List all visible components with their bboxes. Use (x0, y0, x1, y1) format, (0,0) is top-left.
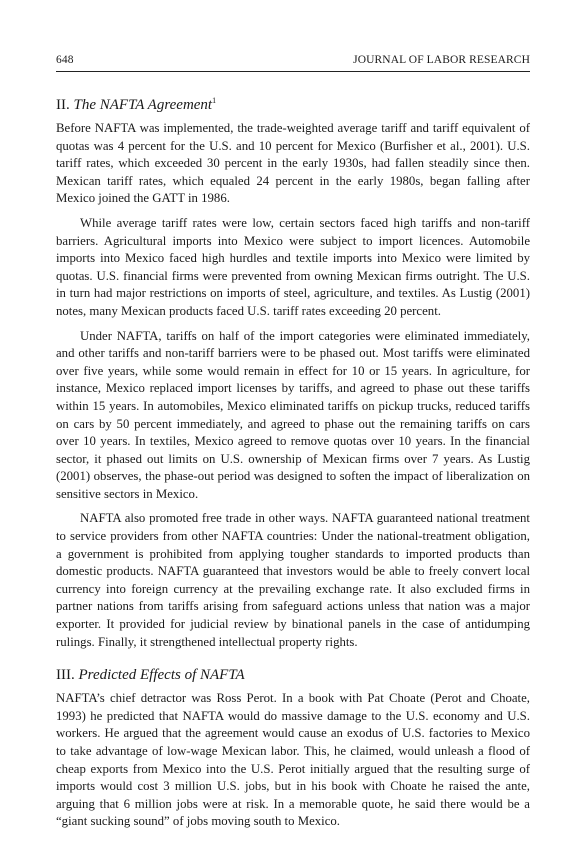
section-heading-predicted-effects (56, 667, 530, 684)
section-title: The NAFTA Agreement (73, 97, 213, 113)
paragraph: NAFTA’s chief detractor was Ross Perot. In a book with Pat Choate (Perot and Choate, 1993) he predicted that NAFTA would do massive damage to the U.S. economy and U.S. workers. He argued that the agreement would cause an exodus of U.S. factories to Mexico to take advantage of low-wage Mexican labor. This, he claimed, would unleash a flood of cheap exports from Mexico into the U.S. Perot initially argued that the resulting surge of imports would cost 3 million U.S. jobs, but in his book with Choate he raised the ante, arguing that 6 million jobs were at risk. In a memorable quote, he said there would be a “giant sucking sound” of jobs moving south to Mexico. (56, 691, 530, 829)
paragraph: Before NAFTA was implemented, the trade-weighted average tariff and tariff equivalent of quotas was 4 percent for the U.S. and 10 percent for Mexico (Burfisher et al., 2001). U.S. tariff rates, which exceeded 30 percent in the early 1930s, had fallen steadily since then. Mexican tariff rates, which equaled 24 percent in the early 1980s, began falling after Mexico joined the GATT in 1986. (56, 121, 530, 206)
page-number: 648 (56, 54, 74, 66)
journal-page (56, 54, 530, 831)
section-title: Predicted Effects of NAFTA (78, 667, 245, 684)
running-header (56, 54, 530, 72)
journal-title: JOURNAL OF LABOR RESEARCH (353, 54, 530, 66)
section-number: III. (56, 667, 75, 684)
section-heading-nafta-agreement (56, 97, 530, 114)
paragraph: Under NAFTA, tariffs on half of the import categories were eliminated immediately, and other tariffs and non-tariff barriers were to be phased out. Most tariffs were eliminated over five years, while some would remain in effect for 10 or 15 years. In agriculture, for instance, Mexico replaced import licenses by tariffs, and agreed to phase out these tariffs within 15 years. In automobiles, Mexico eliminated tariffs on pickup trucks, reduced tariffs on cars by 50 percent immediately, and agreed to phase out the remaining tariffs on cars over 10 years. In textiles, Mexico agreed to remove quotas over 10 years. In the financial sector, it phased out limits on U.S. ownership of Mexican firms over 7 years. As Lustig (2001) observes, the phase-out period was designed to soften the impact of liberalization on sensitive sectors in Mexico. (56, 328, 530, 501)
paragraph: While average tariff rates were low, certain sectors faced high tariffs and non-tariff barriers. Agricultural imports into Mexico were subject to import licences. Automobile imports into Mexico faced high hurdles and textile imports into Mexico were limited by quotas. U.S. financial firms were prevented from owning Mexican firms outright. The U.S. in turn had major restrictions on imports of steel, agriculture, and textiles. As Lustig (2001) notes, many Mexican products faced U.S. tariff rates exceeding 20 percent. (56, 215, 530, 318)
footnote-marker: 1 (212, 96, 217, 105)
section-number: II. (56, 97, 70, 113)
paragraph: NAFTA also promoted free trade in other ways. NAFTA guaranteed national treatment to service providers from other NAFTA countries: Under the national-treatment obligation, a government is prohibited from applying tougher standards to imported products than domestic products. NAFTA guaranteed that investors would be able to freely convert local currency into foreign currency at the prevailing exchange rate. It also excluded firms in partner nations from tariffs arising from safeguard actions unless that nation was a major exporter. It provided for judicial review by binational panels in the case of antidumping rulings. Finally, it strengthened intellectual property rights. (56, 511, 530, 649)
